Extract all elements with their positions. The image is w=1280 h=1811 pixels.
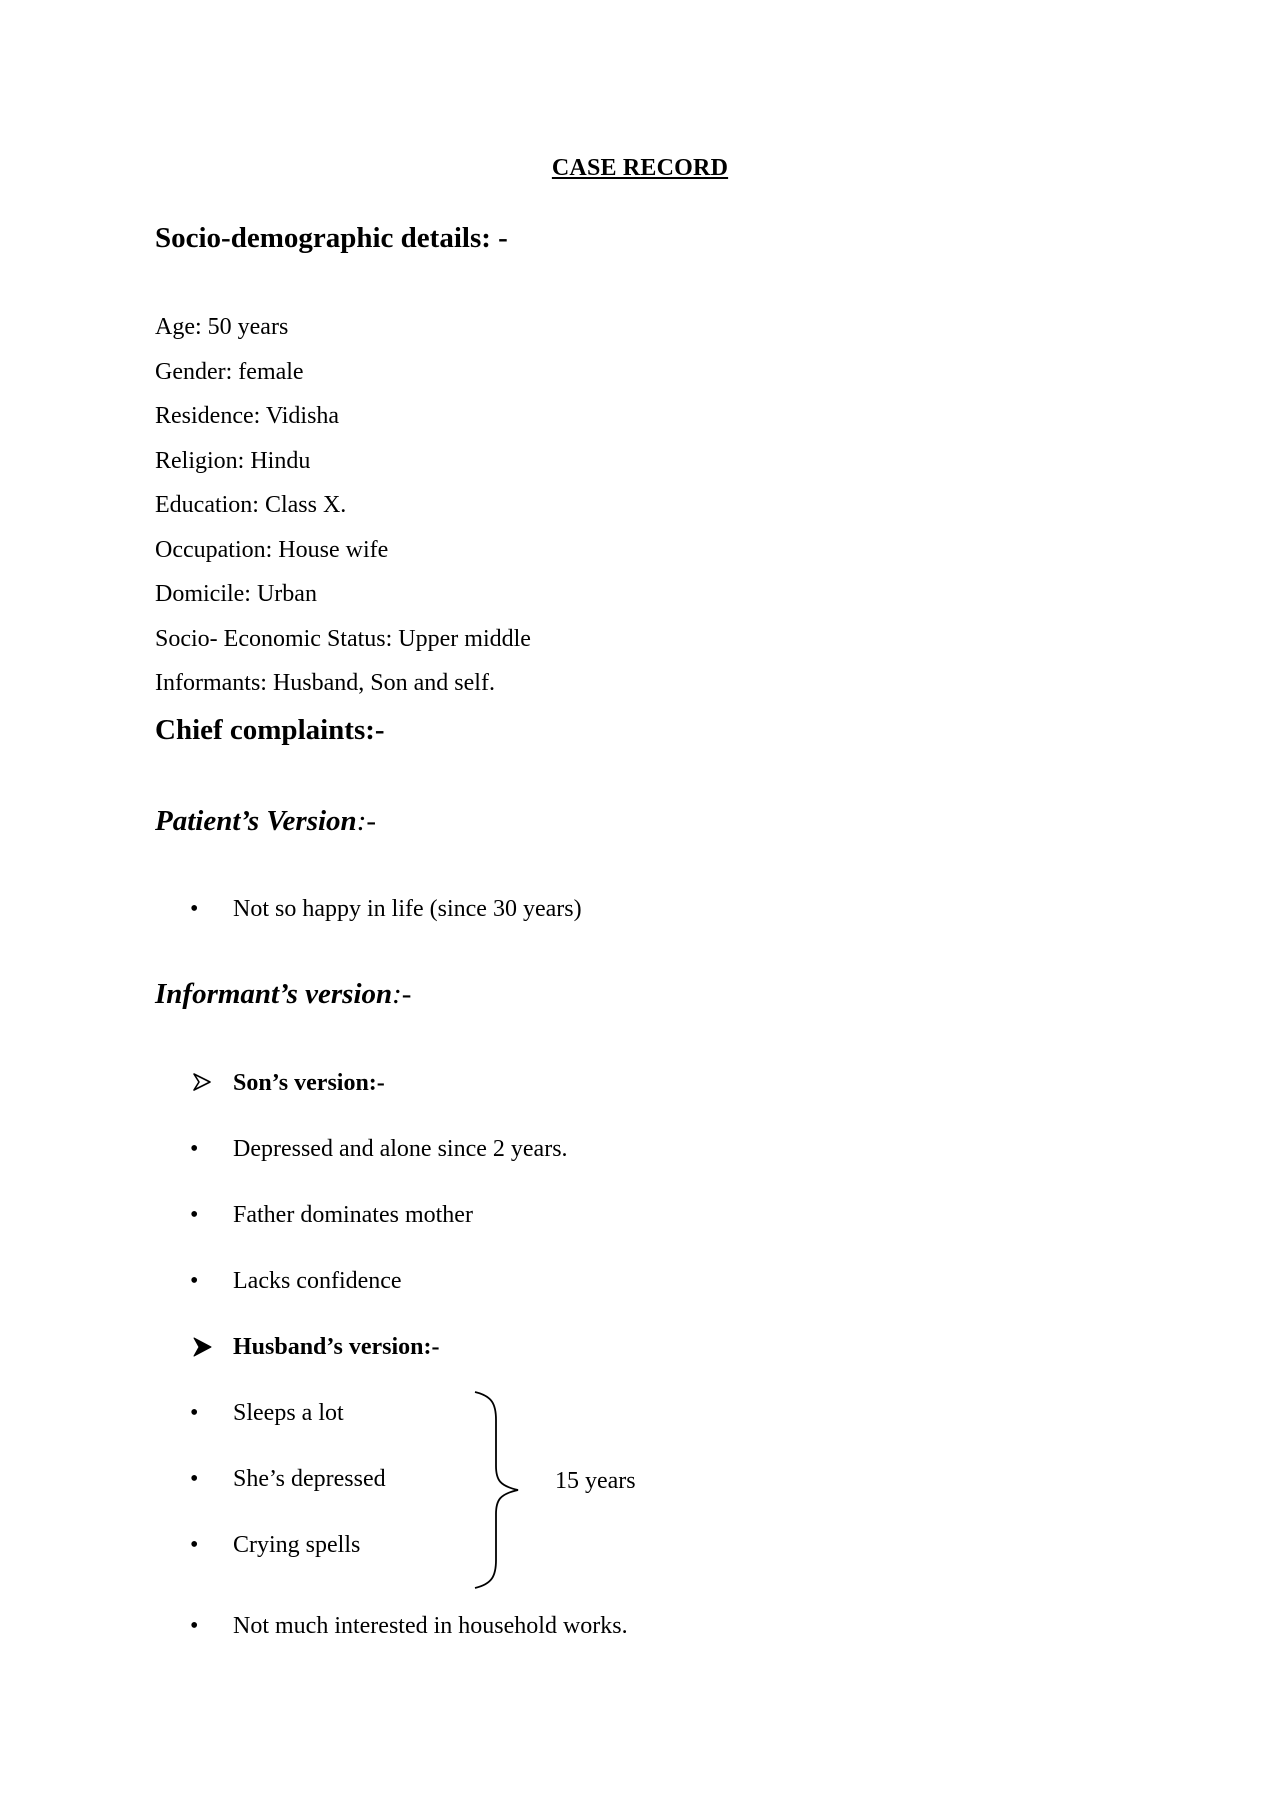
field-residence: Residence: Vidisha bbox=[155, 403, 340, 429]
patient-version-suffix: :- bbox=[356, 805, 377, 837]
bullet-dot-icon: • bbox=[190, 1400, 199, 1426]
field-informants: Informants: Husband, Son and self. bbox=[155, 670, 495, 696]
husband-version-item: Crying spells bbox=[233, 1532, 361, 1558]
arrowhead-solid-icon bbox=[192, 1336, 212, 1365]
bullet-dot-icon: • bbox=[190, 1268, 199, 1294]
informant-version-heading bbox=[155, 978, 411, 1011]
patient-version-title: Patient’s Version bbox=[155, 805, 357, 837]
son-version-item: Depressed and alone since 2 years. bbox=[233, 1136, 568, 1162]
husband-version-title: Husband’s version:- bbox=[233, 1334, 440, 1360]
patient-version-heading bbox=[155, 805, 376, 838]
informant-version-title: Informant’s version bbox=[155, 978, 393, 1010]
son-version-item: Lacks confidence bbox=[233, 1268, 402, 1294]
bullet-dot-icon: • bbox=[190, 1466, 199, 1492]
husband-version-item: She’s depressed bbox=[233, 1466, 386, 1492]
document-title: CASE RECORD bbox=[551, 155, 729, 181]
arrowhead-outline-icon bbox=[192, 1072, 212, 1099]
field-socio-economic-status: Socio- Economic Status: Upper middle bbox=[155, 626, 531, 652]
chief-complaints-heading: Chief complaints:- bbox=[155, 714, 385, 746]
field-occupation: Occupation: House wife bbox=[155, 537, 389, 563]
grouped-duration-label: 15 years bbox=[555, 1468, 636, 1494]
patient-version-item: Not so happy in life (since 30 years) bbox=[233, 896, 582, 922]
husband-version-item: Not much interested in household works. bbox=[233, 1613, 628, 1639]
field-education: Education: Class X. bbox=[155, 492, 347, 518]
bullet-dot-icon: • bbox=[190, 1202, 199, 1228]
son-version-title: Son’s version:- bbox=[233, 1070, 385, 1096]
socio-demographic-heading: Socio-demographic details: - bbox=[155, 222, 508, 254]
bullet-dot-icon: • bbox=[190, 896, 199, 922]
right-curly-brace-icon bbox=[470, 1390, 530, 1595]
field-age: Age: 50 years bbox=[155, 314, 289, 340]
field-domicile: Domicile: Urban bbox=[155, 581, 317, 607]
son-version-item: Father dominates mother bbox=[233, 1202, 473, 1228]
informant-version-suffix: :- bbox=[392, 978, 412, 1010]
husband-version-item: Sleeps a lot bbox=[233, 1400, 344, 1426]
bullet-dot-icon: • bbox=[190, 1613, 199, 1639]
field-gender: Gender: female bbox=[155, 359, 304, 385]
bullet-dot-icon: • bbox=[190, 1136, 199, 1162]
bullet-dot-icon: • bbox=[190, 1532, 199, 1558]
field-religion: Religion: Hindu bbox=[155, 448, 311, 474]
